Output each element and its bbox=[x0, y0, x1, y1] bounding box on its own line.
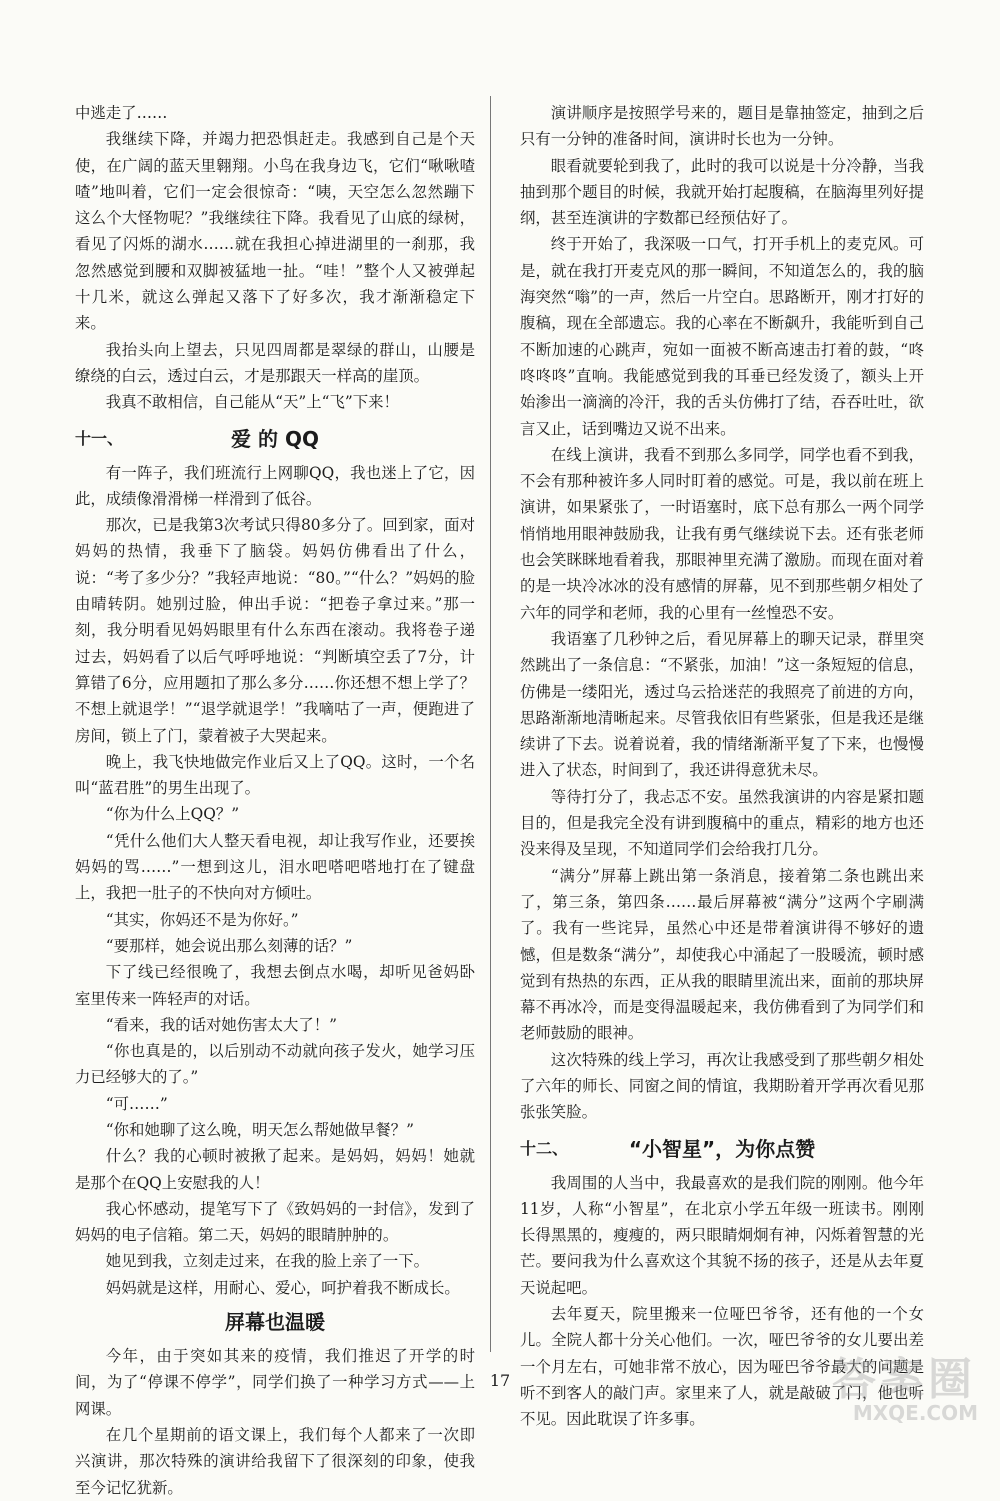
left-column bbox=[75, 100, 475, 1501]
watermark-logo bbox=[772, 1343, 982, 1425]
paragraph: “你为什么上QQ？” bbox=[105, 805, 240, 824]
essay-title: “小智星”，为你点赞 bbox=[628, 1136, 816, 1161]
paragraph: 眼看就要轮到我了，此时的我可以说是十分冷静，当我抽到那个题目的时候，我就开始打起腹稿，在脑海里列好提纲，甚至连演讲的字数都已经预估好了。 bbox=[520, 156, 924, 228]
paragraph: “凭什么他们大人整天看电视，却让我写作业，还要挨妈妈的骂……”一想到这儿，泪水吧嗒吧嗒地打在了键盘上，我把一肚子的不快向对方倾吐。 bbox=[75, 831, 475, 903]
paragraph: 晚上，我飞快地做完作业后又上了QQ。这时，一个名叫“蓝君胜”的男生出现了。 bbox=[75, 752, 475, 798]
paragraph: 下了线已经很晚了，我想去倒点水喝，却听见爸妈卧室里传来一阵轻声的对话。 bbox=[75, 963, 475, 1008]
paragraph: 我心怀感动，提笔写下了《致妈妈的一封信》，发到了妈妈的电子信箱。第二天，妈妈的眼睛肿肿的。 bbox=[75, 1199, 475, 1245]
paragraph: “可……” bbox=[105, 1094, 168, 1113]
section-number: 十一、 bbox=[75, 428, 124, 448]
column-divider bbox=[490, 96, 491, 1352]
paragraph: 那次，已是我第3次考试只得80多分了。回到家，面对妈妈的热情，我垂下了脑袋。妈妈仿佛看出了什么，说：“考了多少分？”我轻声地说：“80。”“什么？”妈妈的脸由晴转阴。她别过脸，伸出手说：“把卷子拿过来。”那一刻，我分明看见妈妈眼里有什么东西在滚动。我将卷子递过去，妈妈看了以后气呼呼地说：“判断填空丢了7分，计算错了6分，应用题扣了那么多分……你还想不想上学了？不想上就退学！”“退学就退学！”我嘀咕了一声，便跑进了房间，锁上了门，蒙着被子大哭起来。 bbox=[75, 516, 475, 745]
paragraph: 中逃走了…… bbox=[75, 104, 168, 122]
paragraph: 什么？我的心顿时被揪了起来。是妈妈，妈妈！她就是那个在QQ上安慰我的人！ bbox=[75, 1147, 475, 1192]
paragraph: 我语塞了几秒钟之后，看见屏幕上的聊天记录，群里突然跳出了一条信息：“不紧张，加油！”这一条短短的信息，仿佛是一缕阳光，透过乌云拾迷茫的我照亮了前进的方向，思路渐渐地清晰起来。尽管我依旧有些紧张，但是我还是继续讲了下去。说着说着，我的情绪渐渐平复了下来，也慢慢进入了状态，时间到了，我还讲得意犹未尽。 bbox=[520, 629, 924, 780]
paragraph: “要那样，她会说出那么刻薄的话？” bbox=[105, 936, 353, 955]
paragraph: 在线上演讲，我看不到那么多同学，同学也看不到我，不会有那种被许多人同时盯着的感觉。可是，我以前在班上演讲，如果紧张了，一时语塞时，底下总有那么一两个同学悄悄地用眼神鼓励我，让我有勇气继续说下去。还有张老师也会笑眯眯地看着我，那眼神里充满了激励。而现在面对着的是一块冷冰冰的没有感情的屏幕，见不到那些朝夕相处了六年的同学和老师，我的心里有一丝惶恐不安。 bbox=[520, 445, 924, 622]
right-column bbox=[520, 100, 924, 1433]
paragraph: 她见到我，立刻走过来，在我的脸上亲了一下。 bbox=[105, 1252, 430, 1271]
paragraph: “你和她聊了这么晚，明天怎么帮她做早餐？” bbox=[105, 1120, 414, 1139]
paragraph: 去年夏天，院里搬来一位哑巴爷爷，还有他的一个女儿。全院人都十分关心他们。一次，哑巴爷爷的女儿要出差一个月左右，可她非常不放心，因为哑巴爷爷最大的问题是听不到客人的敲门声。家里来了人，就是敲破了门，他也听不见。因此耽误了许多事。 bbox=[520, 1305, 924, 1429]
section-number: 十二、 bbox=[520, 1138, 569, 1158]
paragraph: 这次特殊的线上学习，再次让我感受到了那些朝夕相处了六年的师长、同窗之间的情谊，我期盼着开学再次看见那张张笑脸。 bbox=[520, 1050, 924, 1122]
paragraph: 今年，由于突如其来的疫情，我们推迟了开学的时间，为了“停课不停学”，同学们换了一种学习方式——上网课。 bbox=[75, 1347, 475, 1418]
paragraph: 有一阵子，我们班流行上网聊QQ，我也迷上了它，因此，成绩像滑滑梯一样滑到了低谷。 bbox=[75, 463, 475, 508]
paragraph: 我继续下降，并竭力把恐惧赶走。我感到自己是个天使，在广阔的蓝天里翱翔。小鸟在我身边飞，它们“啾啾喳喳”地叫着，它们一定会很惊奇：“咦，天空怎么忽然蹦下这么个大怪物呢？”我继续往下降。我看见了山底的绿树，看见了闪烁的湖水……就在我担心掉进湖里的一刹那，我忽然感觉到腰和双脚被猛地一扯。“哇！”整个人又被弹起十几米，就这么弹起又落下了好多次，我才渐渐稳定下来。 bbox=[75, 130, 475, 333]
essay-title: 屏幕也温暖 bbox=[225, 1310, 325, 1335]
paragraph: “满分”屏幕上跳出第一条消息，接着第二条也跳出来了，第三条，第四条……最后屏幕被“满分”这两个字刷满了。我有一些诧异，虽然心中还是带着演讲得不够好的遗憾，但是数条“满分”，却使我心中涌起了一股暖流，顿时感觉到有热热的东西，正从我的眼睛里流出来，面前的那块屏幕不再冰冷，而是变得温暖起来，我仿佛看到了为同学们和老师鼓励的眼神。 bbox=[520, 866, 924, 1043]
paragraph: 我真不敢相信，自己能从“天”上“飞”下来！ bbox=[105, 393, 399, 412]
essay-heading-xiaozhixing bbox=[520, 1130, 924, 1168]
watermark-glyphs: 答案圈 bbox=[832, 1354, 976, 1405]
paragraph: 等待打分了，我忐忑不安。虽然我演讲的内容是紧扣题目的，但是我完全没有讲到腹稿中的重点，精彩的地方也还没来得及呈现，不知道同学们会给我打几分。 bbox=[520, 787, 924, 859]
essay-heading-qq bbox=[75, 420, 475, 458]
paragraph: “你也真是的，以后别动不动就向孩子发火，她学习压力已经够大的了。” bbox=[75, 1042, 475, 1087]
essay-title: 爱 的 QQ bbox=[231, 426, 319, 451]
watermark-url: MXQE.COM bbox=[852, 1401, 978, 1425]
paragraph: 终于开始了，我深吸一口气，打开手机上的麦克风。可是，就在我打开麦克风的那一瞬间，不知道怎么的，我的脑海突然“嗡”的一声，然后一片空白。思路断开，刚才打好的腹稿，现在全部遗忘。我的心率在不断飙升，我能听到自己不断加速的心跳声，宛如一面被不断高速击打着的鼓，“咚咚咚咚”直响。我能感觉到我的耳垂已经发烫了，额头上开始渗出一滴滴的冷汗，我的舌头仿佛打了结，吞吞吐吐，欲言又止，话到嘴边又说不出来。 bbox=[520, 235, 924, 438]
paragraph: 在几个星期前的语文课上，我们每个人都来了一次即兴演讲，那次特殊的演讲给我留下了很深刻的印象，使我至今记忆犹新。 bbox=[75, 1425, 475, 1497]
paragraph: “看来，我的话对她伤害太大了！” bbox=[105, 1015, 338, 1034]
paragraph: “其实，你妈还不是为你好。” bbox=[105, 910, 299, 929]
paragraph: 演讲顺序是按照学号来的，题目是靠抽签定，抽到之后只有一分钟的准备时间，演讲时长也为一分钟。 bbox=[520, 104, 924, 149]
paragraph: 我周围的人当中，我最喜欢的是我们院的刚刚。他今年11岁，人称“小智星”，在北京小学五年级一班读书。刚刚长得黑黑的，瘦瘦的，两只眼睛炯炯有神，闪烁着智慧的光芒。要问我为什么喜欢这个其貌不扬的孩子，还是从去年夏天说起吧。 bbox=[520, 1173, 924, 1297]
page-number: 17 bbox=[489, 1371, 511, 1390]
paragraph: 妈妈就是这样，用耐心、爱心，呵护着我不断成长。 bbox=[105, 1278, 460, 1297]
paragraph: 我抬头向上望去，只见四周都是翠绿的群山，山腰是缭绕的白云，透过白云，才是那跟天一样高的崖顶。 bbox=[75, 340, 475, 385]
